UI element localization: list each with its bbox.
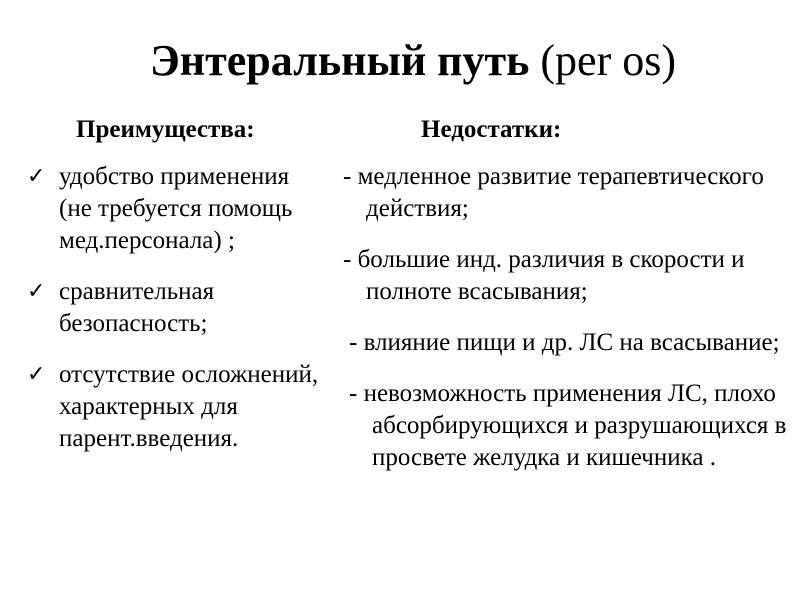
pros-item-text: сравнительная безопасность; — [59, 278, 215, 337]
cons-item: - невозможность применения ЛС, плохо абсорбирующихся и разрушающихся в просвете желудка и кишечника . — [349, 380, 787, 471]
pros-item-text: отсутствие осложнений, характерных для парент.введения. — [59, 361, 319, 452]
title-main: Энтеральный путь — [149, 36, 530, 85]
title-sub: (per os) — [540, 36, 677, 85]
slide-title — [0, 30, 800, 92]
pros-heading: Преимущества: — [76, 116, 255, 143]
cons-item: - влияние пищи и др. ЛС на всасывание; — [349, 329, 780, 356]
pros-item — [26, 276, 326, 340]
pros-item — [26, 359, 326, 455]
checkmark-icon: ✓ — [27, 164, 46, 189]
checkmark-icon: ✓ — [27, 279, 46, 304]
pros-item-text: удобство применения (не требуется помощь мед.персонала) ; — [59, 163, 293, 254]
pros-list — [26, 161, 326, 474]
pros-item — [26, 161, 326, 257]
cons-item: - медленное развитие терапевтического действия; — [343, 163, 764, 222]
cons-item: - большие инд. различия в скорости и полноте всасывания; — [343, 246, 745, 305]
cons-heading: Недостатки: — [421, 116, 562, 143]
cons-list — [343, 161, 798, 493]
checkmark-icon: ✓ — [27, 362, 46, 387]
